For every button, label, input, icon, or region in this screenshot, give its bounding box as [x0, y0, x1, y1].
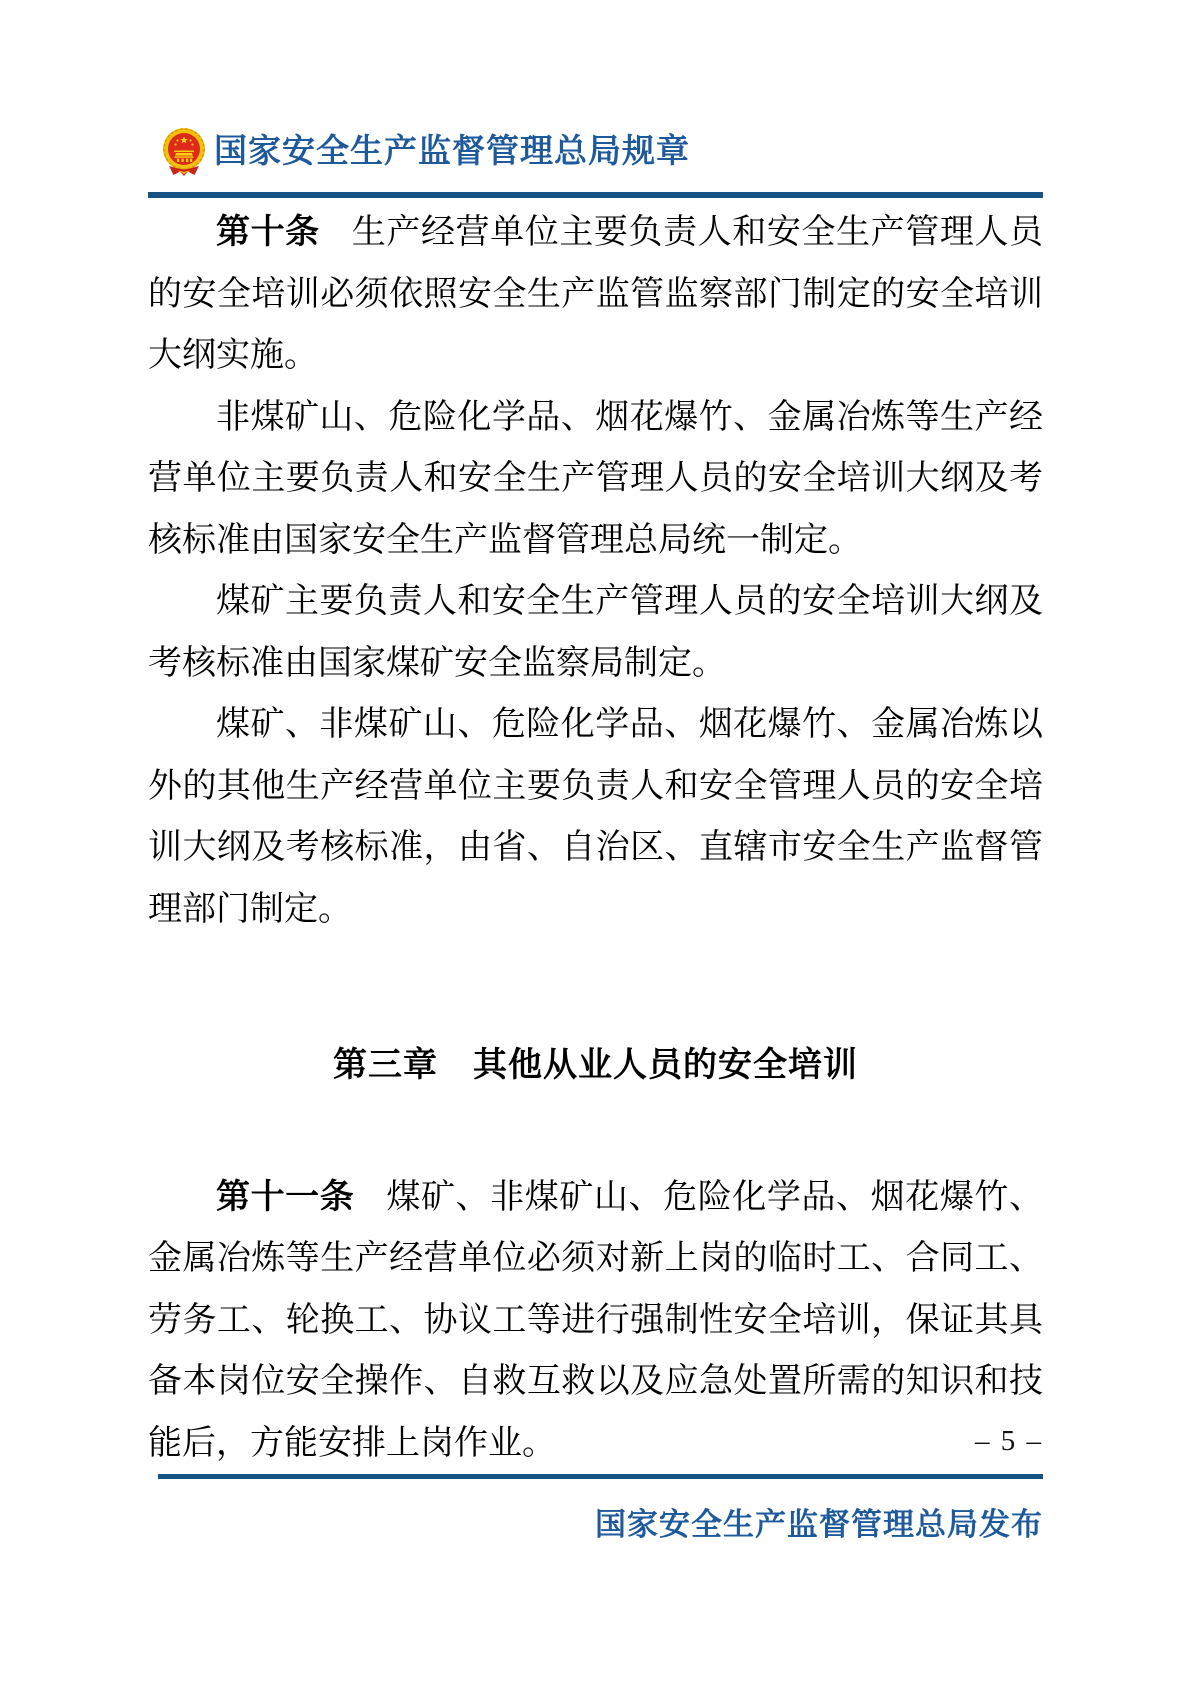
chapter-heading: 第三章 其他从业人员的安全培训: [333, 1046, 858, 1084]
paragraph-article-11: [148, 1167, 1043, 1475]
publisher-line: 国家安全生产监督管理总局发布: [595, 1507, 1043, 1542]
header-divider: [148, 192, 1043, 198]
national-emblem-icon: [162, 126, 206, 178]
paragraph-article-10: [148, 202, 1043, 387]
paragraph-2: [148, 387, 1043, 572]
paragraph-2-text: 非煤矿山、危险化学品、烟花爆竹、金属冶炼等生产经营单位主要负责人和安全生产管理人员的安全培训大纲及考核标准由国家安全生产监督管理总局统一制定。: [148, 398, 1043, 559]
paragraph-3-text: 煤矿主要负责人和安全生产管理人员的安全培训大纲及考核标准由国家煤矿安全监察局制定。: [148, 583, 1043, 682]
article-11-number: 第十一条: [216, 1177, 355, 1216]
article-11-text: 煤矿、非煤矿山、危险化学品、烟花爆竹、金属冶炼等生产经营单位必须对新上岗的临时工、合同工、劳务工、轮换工、协议工等进行强制性安全培训，保证其具备本岗位安全操作、自救互救以及应急处置所需的知识和技能后，方能安排上岗作业。: [148, 1178, 1044, 1462]
article-10-number: 第十条: [216, 213, 320, 251]
paragraph-4: [148, 694, 1043, 940]
paragraph-4-text: 煤矿、非煤矿山、危险化学品、烟花爆竹、金属冶炼以外的其他生产经营单位主要负责人和安全管理人员的安全培训大纲及考核标准，由省、自治区、直辖市安全生产监督管理部门制定。: [148, 706, 1043, 928]
header-title: 国家安全生产监督管理总局规章: [214, 133, 690, 170]
page-number: – 5 –: [975, 1425, 1043, 1457]
paragraph-3: [148, 571, 1043, 694]
document-header: [162, 126, 690, 178]
footer-divider: [158, 1474, 1043, 1479]
article-10-text: 生产经营单位主要负责人和安全生产管理人员的安全培训必须依照安全生产监管监察部门制定的安全培训大纲实施。: [148, 214, 1044, 374]
document-body: [148, 202, 1043, 1474]
